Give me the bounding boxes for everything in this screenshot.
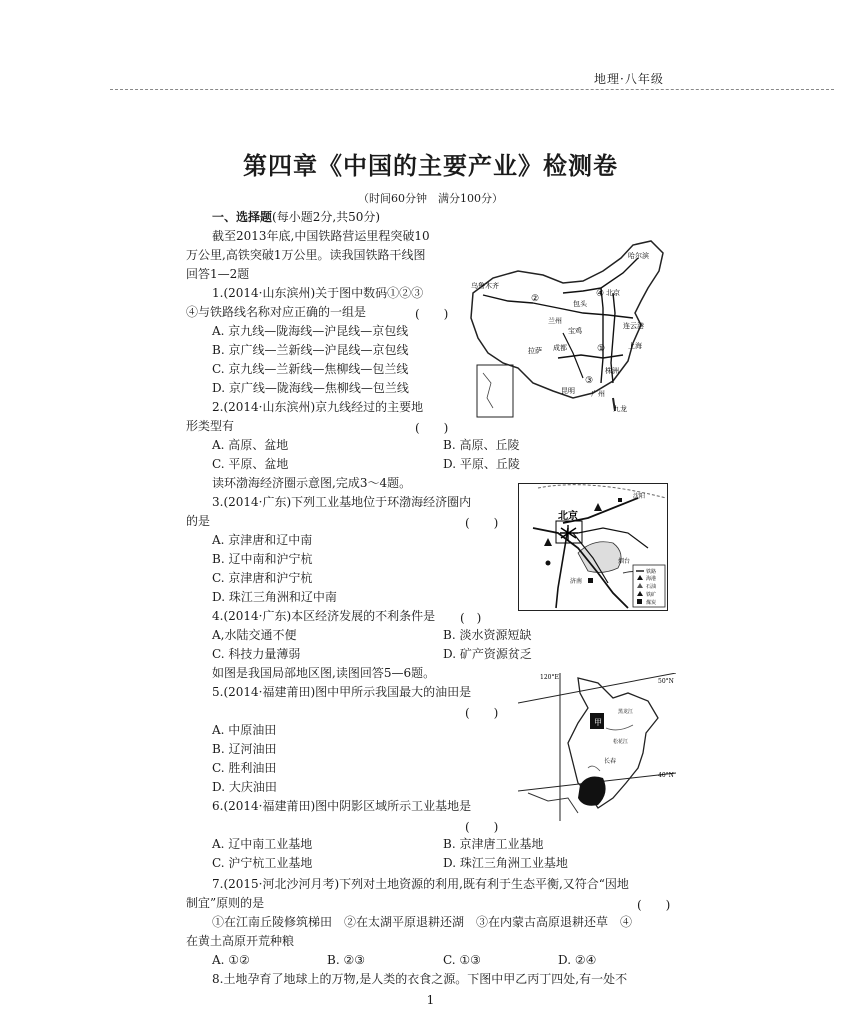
map-label: 拉萨 xyxy=(528,347,542,355)
answer-blank[interactable]: ( ) xyxy=(465,516,499,530)
question-stem: 6.(2014·福建莆田)图中阴影区域所示工业基地是 xyxy=(212,799,472,813)
option[interactable]: B. 辽河油田 xyxy=(212,742,277,756)
option[interactable]: D. 矿产资源贫乏 xyxy=(443,647,532,661)
question-stem: 的是 xyxy=(186,514,211,528)
northeast-china-map xyxy=(518,673,676,821)
map-label: 长春 xyxy=(604,758,617,765)
question-stem: 2.(2014·山东滨州)京九线经过的主要地 xyxy=(212,400,424,414)
map-label: 宝鸡 xyxy=(568,327,582,335)
option[interactable]: D. 大庆油田 xyxy=(212,780,277,794)
question-stem: 7.(2015·河北沙河月考)下列对土地资源的利用,既有利于生态平衡,又符合“因地 xyxy=(212,877,629,891)
answer-blank[interactable]: ( ) xyxy=(415,421,449,435)
question-stem: 3.(2014·广东)下列工业基地位于环渤海经济圈内 xyxy=(212,495,472,509)
answer-blank[interactable]: ( ) xyxy=(415,307,449,321)
inset-coast xyxy=(483,373,493,408)
option[interactable]: B. 京广线—兰新线—沪昆线—京包线 xyxy=(212,343,409,357)
map-label: 兰州 xyxy=(548,317,562,325)
china-railway-map xyxy=(463,233,673,423)
answer-blank[interactable]: ( ) xyxy=(465,820,499,834)
map-label: 乌鲁木齐 xyxy=(471,282,499,290)
legend-item: 海港 xyxy=(646,576,657,582)
question-stem: 形类型有 xyxy=(186,419,235,433)
option[interactable]: B. 京津唐工业基地 xyxy=(443,837,544,851)
intro-line: 回答1—2题 xyxy=(186,267,250,281)
option[interactable]: A. ①② xyxy=(212,953,250,967)
map-label: 烟台 xyxy=(618,558,631,565)
legend-item: 煤炭 xyxy=(646,600,657,606)
header-divider xyxy=(110,89,834,90)
map-label: 连云港 xyxy=(623,322,644,330)
map-label: 包头 xyxy=(573,300,587,308)
section-title: 一、选择题 xyxy=(212,210,273,224)
map-number: ④ xyxy=(596,289,605,299)
legend-item: 石油 xyxy=(646,584,657,590)
option[interactable]: D. 平原、丘陵 xyxy=(443,457,520,471)
option[interactable]: A. 京九线—陇海线—沪昆线—京包线 xyxy=(212,324,409,338)
question-items: ①在江南丘陵修筑梯田 ②在太湖平原退耕还湖 ③在内蒙古高原退耕还草 ④ xyxy=(212,915,633,929)
option[interactable]: C. 沪宁杭工业基地 xyxy=(212,856,313,870)
map-label: 北京 xyxy=(606,289,620,297)
option[interactable]: A. 京津唐和辽中南 xyxy=(212,533,313,547)
option[interactable]: D. ②④ xyxy=(558,953,597,967)
question-stem: ④与铁路线名称对应正确的一组是 xyxy=(186,305,367,319)
question-stem: 8.土地孕育了地球上的万物,是人类的衣食之源。下图中甲乙丙丁四处,有一处不 xyxy=(212,972,628,986)
map-number: ② xyxy=(531,294,540,304)
option[interactable]: C. 平原、盆地 xyxy=(212,457,289,471)
option[interactable]: A. 中原油田 xyxy=(212,723,277,737)
option[interactable]: B. 淡水资源短缺 xyxy=(443,628,532,642)
intro-line: 万公里,高铁突破1万公里。读我国铁路干线图 xyxy=(186,248,426,262)
railway-line xyxy=(558,355,623,358)
china-outline xyxy=(471,241,663,398)
map-number: ③ xyxy=(585,376,594,386)
railway-line xyxy=(601,258,638,288)
intro-line: 截至2013年底,中国铁路营运里程突破10 xyxy=(212,229,430,243)
railway-line xyxy=(601,288,603,383)
industrial-base-shaded xyxy=(578,777,606,806)
south-sea-inset xyxy=(477,365,513,417)
option[interactable]: D. 京广线—陇海线—焦柳线—包兰线 xyxy=(212,381,409,395)
section-note: (每小题2分,共50分) xyxy=(272,210,381,224)
legend-item: 铁矿 xyxy=(646,592,657,598)
option[interactable]: C. 科技力量薄弱 xyxy=(212,647,301,661)
map-label: 上海 xyxy=(628,342,642,350)
map-label: 昆明 xyxy=(561,387,575,395)
map-label: 40°N xyxy=(658,772,674,779)
option[interactable]: C. 胜利油田 xyxy=(212,761,277,775)
answer-blank[interactable]: ( ) xyxy=(637,898,671,912)
option[interactable]: B. ②③ xyxy=(327,953,365,967)
map-label: 黑龙江 xyxy=(618,709,634,715)
section-heading xyxy=(212,210,380,224)
map-label: 甲 xyxy=(594,718,602,727)
option[interactable]: A. 辽中南工业基地 xyxy=(212,837,313,851)
question-stem: 1.(2014·山东滨州)关于图中数码①②③ xyxy=(212,286,424,300)
map-label: 九龙 xyxy=(613,405,627,413)
map-label: 株洲 xyxy=(605,367,619,375)
option[interactable]: D. 珠江三角洲和辽中南 xyxy=(212,590,337,604)
bohai-economic-map xyxy=(518,483,668,611)
option[interactable]: A,水陆交通不便 xyxy=(212,628,297,642)
intro-line: 如图是我国局部地区图,读图回答5—6题。 xyxy=(212,666,436,680)
map-number: ① xyxy=(597,344,606,354)
legend-item: 铁路 xyxy=(646,569,657,575)
map-label: 广州 xyxy=(591,390,605,398)
answer-blank[interactable]: ( ) xyxy=(465,706,499,720)
map-label: 成都 xyxy=(553,344,567,352)
map-label: 济南 xyxy=(570,578,583,585)
question-stem: 4.(2014·广东)本区经济发展的不利条件是 xyxy=(212,609,436,623)
option[interactable]: C. ①③ xyxy=(443,953,481,967)
header-subject: 地理·八年级 xyxy=(594,72,664,86)
option[interactable]: B. 高原、丘陵 xyxy=(443,438,520,452)
option[interactable]: B. 辽中南和沪宁杭 xyxy=(212,552,313,566)
map-label: 松花江 xyxy=(613,739,629,745)
map-label: 北京 xyxy=(558,511,578,522)
question-items: 在黄土高原开荒种粮 xyxy=(186,934,295,948)
exam-info: （时间60分钟 满分100分） xyxy=(358,192,503,205)
map-label: 120°E xyxy=(540,674,559,681)
railway-line xyxy=(483,295,533,303)
option[interactable]: D. 珠江三角洲工业基地 xyxy=(443,856,568,870)
map-label: 哈尔滨 xyxy=(628,252,649,260)
map-label: 沈阳 xyxy=(633,493,646,500)
map-label: 50°N xyxy=(658,678,674,685)
page-number: 1 xyxy=(426,993,435,1007)
page-title: 第四章《中国的主要产业》检测卷 xyxy=(243,152,618,180)
question-stem: 5.(2014·福建莆田)图中甲所示我国最大的油田是 xyxy=(212,685,472,699)
option[interactable]: A. 高原、盆地 xyxy=(212,438,289,452)
question-stem: 制宜”原则的是 xyxy=(186,896,265,910)
intro-line: 读环渤海经济圈示意图,完成3～4题。 xyxy=(212,476,412,490)
option[interactable]: C. 京津唐和沪宁杭 xyxy=(212,571,313,585)
option[interactable]: C. 京九线—兰新线—焦柳线—包兰线 xyxy=(212,362,409,376)
answer-blank[interactable]: ( ) xyxy=(460,611,482,625)
